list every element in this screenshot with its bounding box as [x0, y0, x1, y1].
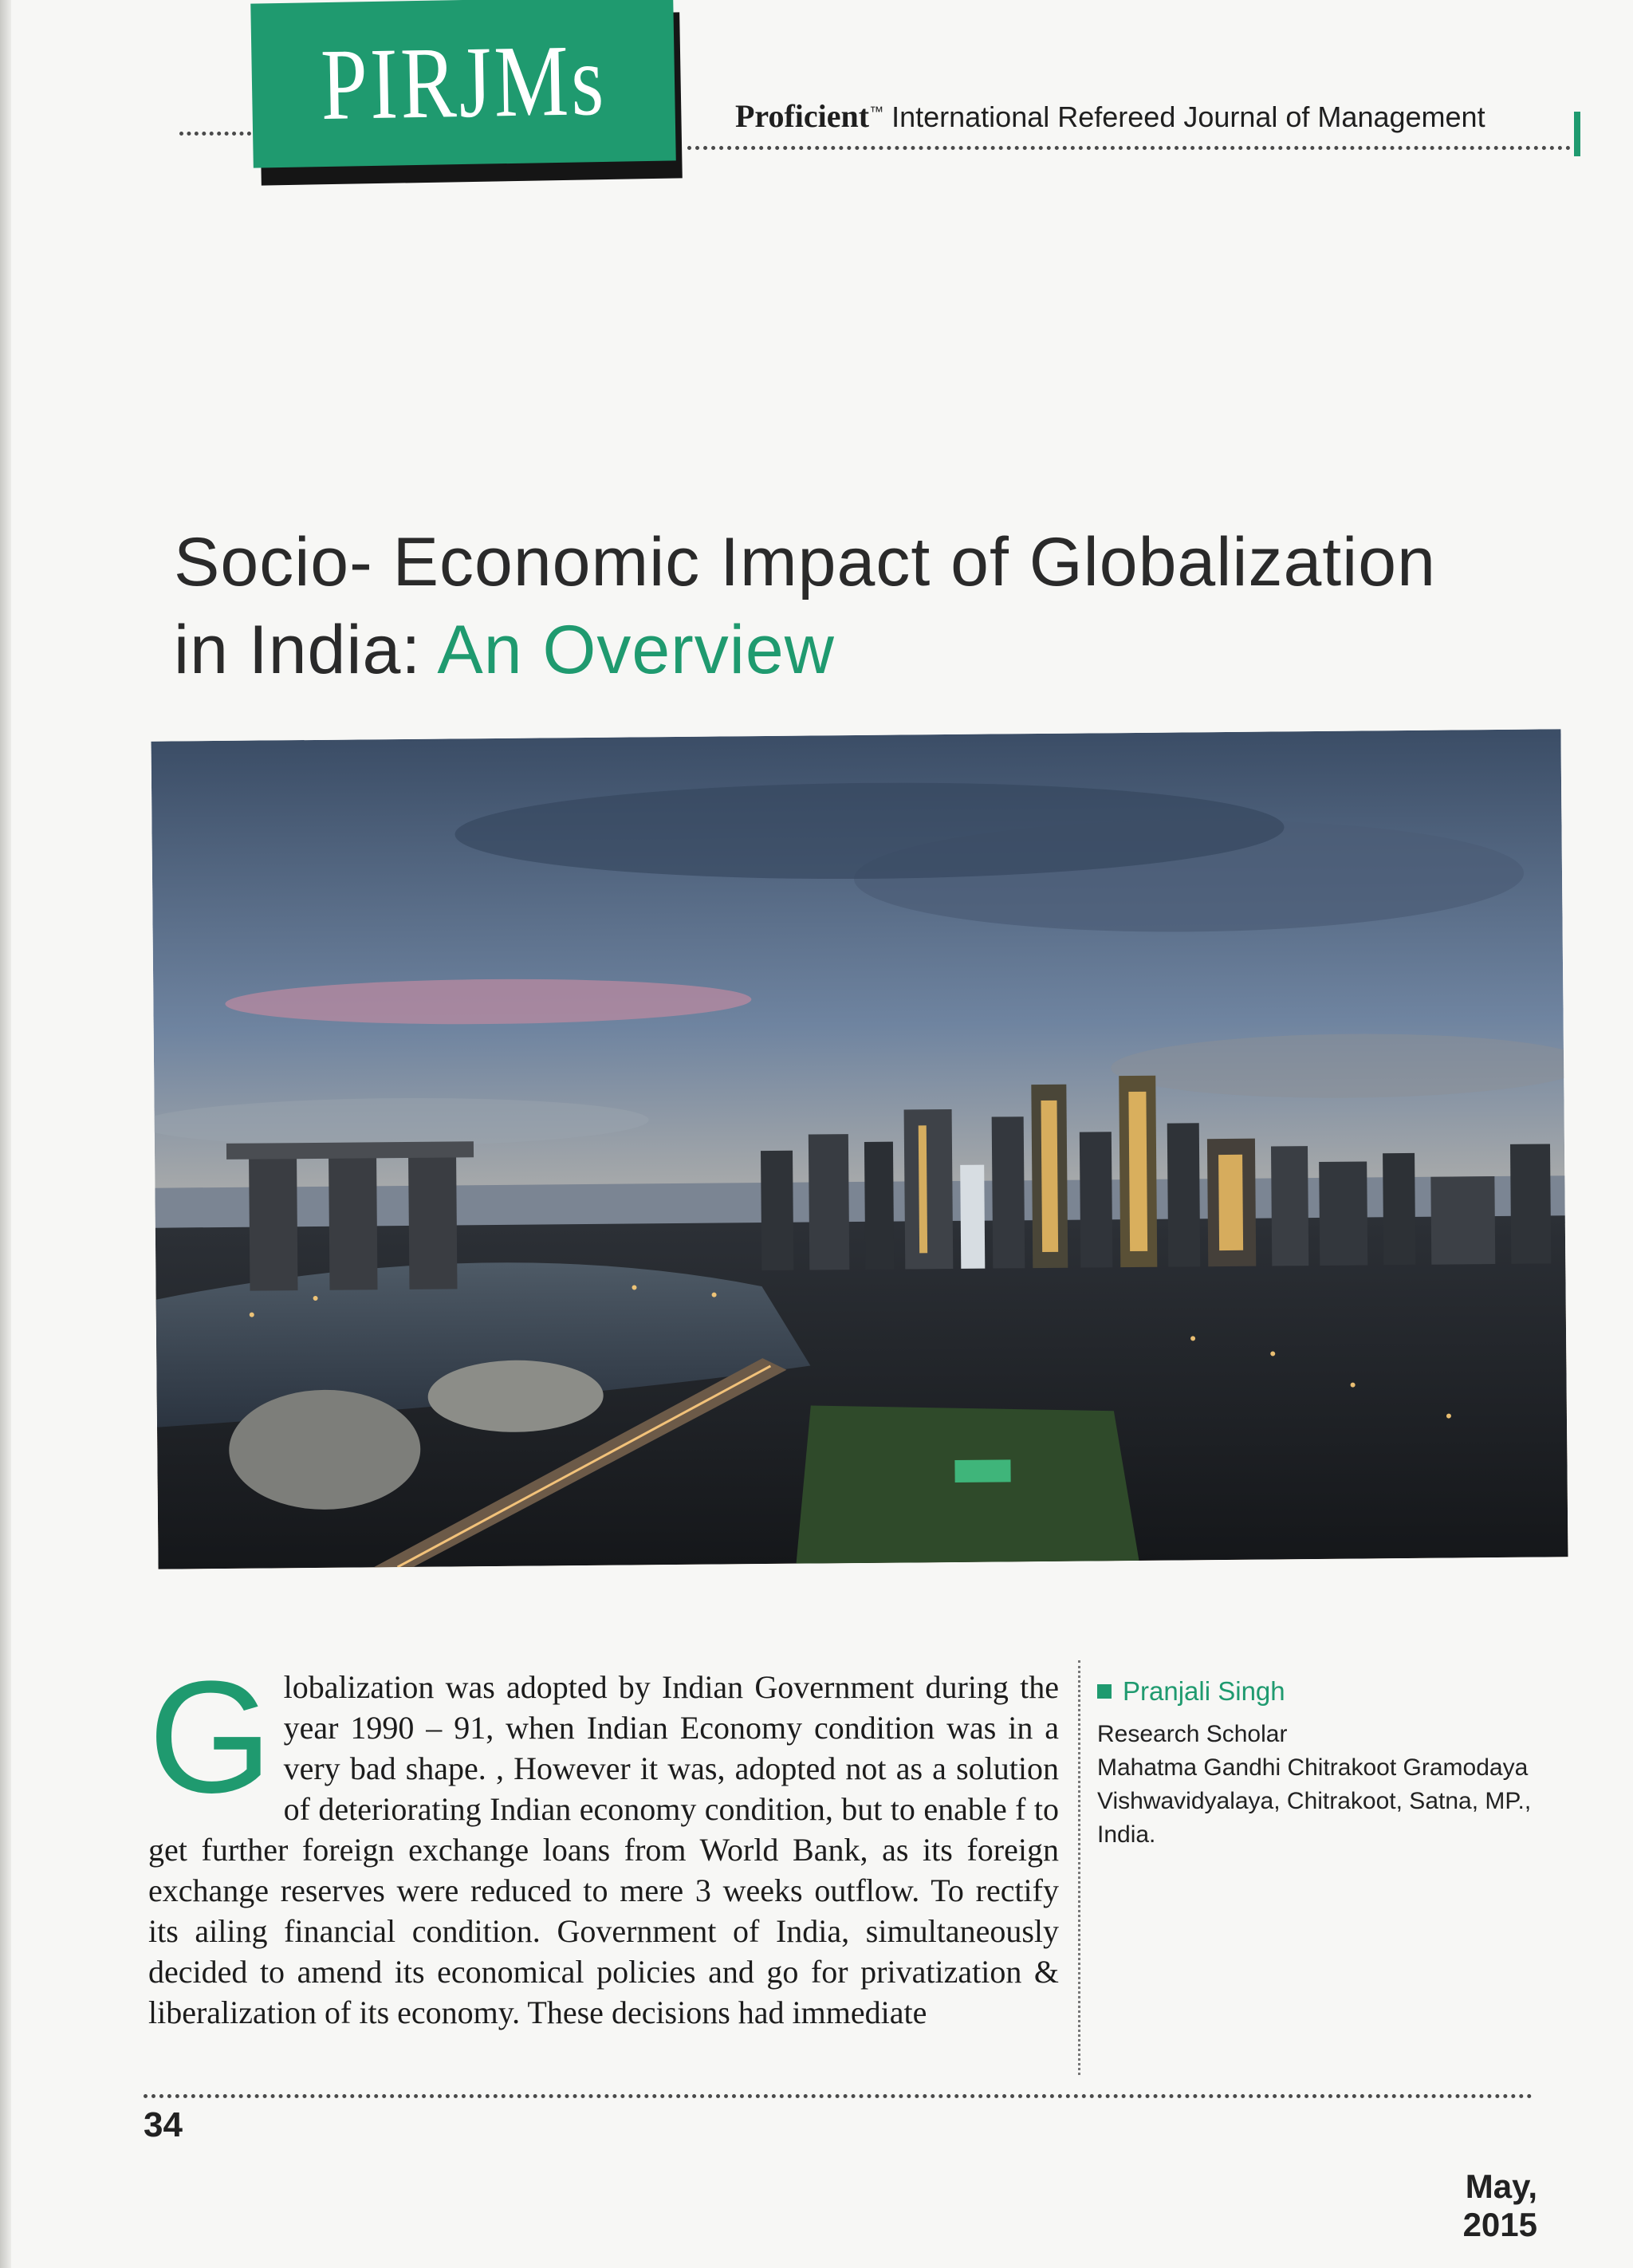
- column-divider: [1078, 1660, 1080, 2075]
- header-rule-left: [179, 132, 251, 136]
- journal-title: [735, 97, 1548, 135]
- author-info: [1097, 1675, 1544, 1852]
- footer-rule: [144, 2094, 1533, 2098]
- bullet-square-icon: [1097, 1684, 1112, 1699]
- night-city-skyline-icon: [151, 729, 1568, 1569]
- title-line-2: [174, 606, 1529, 694]
- header-accent-bar: [1574, 112, 1580, 156]
- page-number: 34: [144, 2105, 183, 2144]
- author-role: Research Scholar: [1097, 1721, 1288, 1747]
- drop-cap: G: [148, 1648, 273, 1826]
- body-paragraph: lobalization was adopted by Indian Government during the year 1990 – 91, when Indian Economy condition was in a very bad shape. , However it was, adopted not as a solution of deteriorating Indian economy condition, but to enable f to get further foreign exchange loans from World Bank, as its foreign exchange reserves were reduced to mere 3 weeks outflow. To rectify its ailing financial condition. Government of India, simultaneously decided to amend its economical policies and go for privatization & liberalization of its economy. These decisions had immediate: [148, 1669, 1059, 2030]
- trademark-symbol: ™: [869, 104, 884, 120]
- logo-text: PIRJMs: [319, 22, 608, 141]
- author-name-row: [1097, 1675, 1544, 1708]
- author-name: Pranjali Singh: [1123, 1676, 1285, 1706]
- issue-date: May, 2015: [1462, 2168, 1537, 2243]
- journal-brand: Proficient: [735, 98, 870, 134]
- page-edge: [0, 0, 11, 2268]
- title-accent: An Overview: [437, 612, 835, 688]
- author-affiliation: Mahatma Gandhi Chitrakoot Gramodaya Vishwavidyalaya, Chitrakoot, Satna, MP., India.: [1097, 1754, 1532, 1848]
- title-line-2-prefix: in India:: [174, 612, 438, 688]
- header-rule-right: [687, 146, 1571, 150]
- article-body: [148, 1648, 1059, 2065]
- article-title: [174, 518, 1529, 694]
- title-line-1: Socio- Economic Impact of Globalization: [174, 524, 1436, 600]
- journal-logo: [250, 0, 676, 168]
- journal-subtitle: International Refereed Journal of Management: [883, 100, 1485, 133]
